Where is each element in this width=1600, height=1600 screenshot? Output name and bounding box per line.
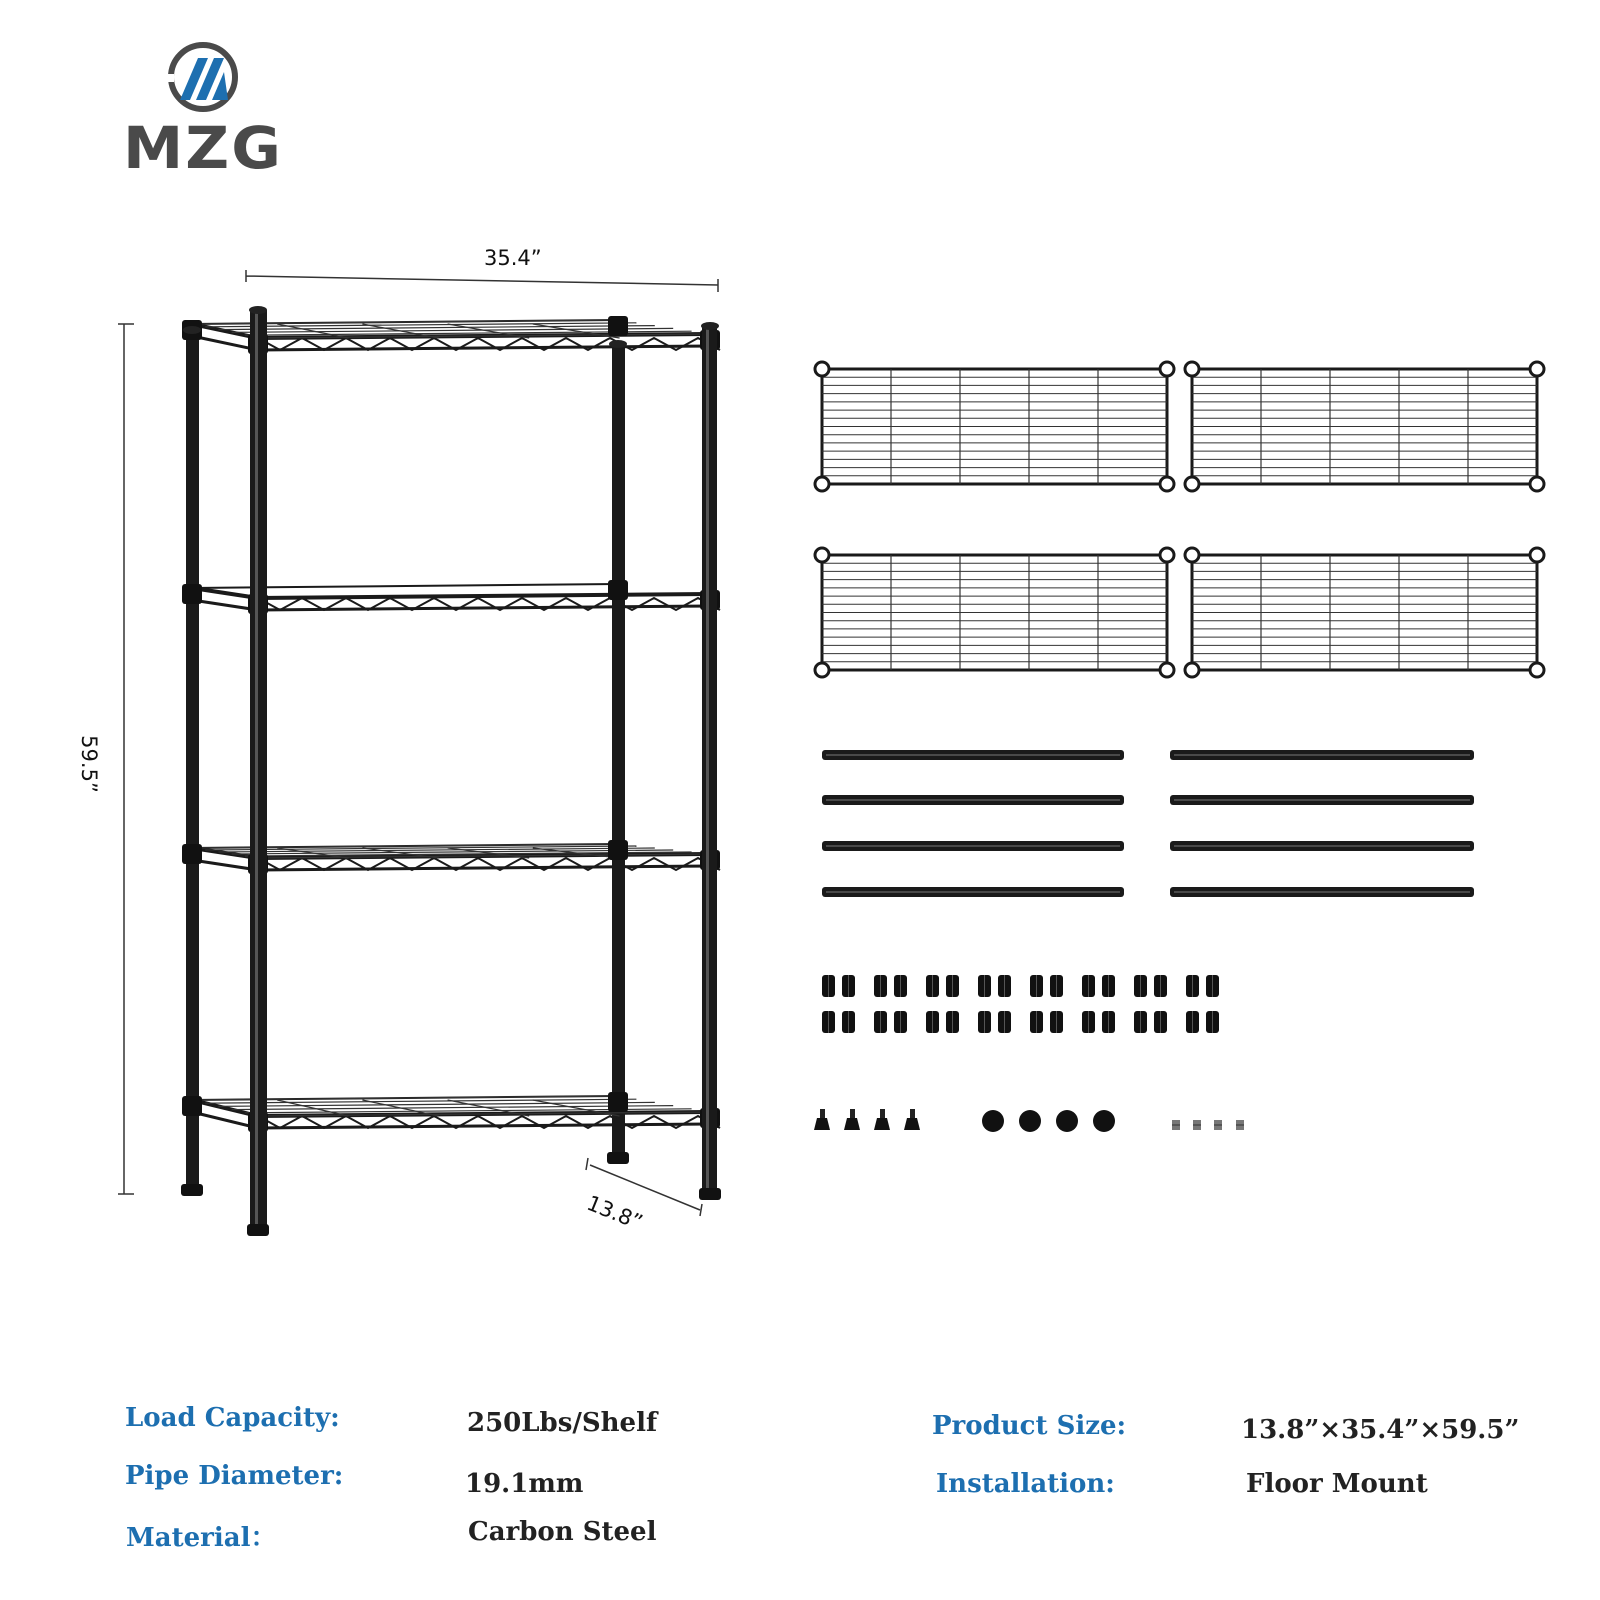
small-connectors (1172, 1120, 1244, 1130)
pole-section (822, 750, 1124, 760)
clip (1030, 975, 1043, 997)
clip (1082, 1011, 1095, 1033)
clip (1154, 1011, 1167, 1033)
pole-front-right (702, 326, 717, 1192)
small-connector (1214, 1120, 1222, 1130)
clip (946, 1011, 959, 1033)
plastic-clips (822, 975, 1219, 1033)
clip (842, 1011, 855, 1033)
clip (998, 975, 1011, 997)
brand-wordmark: MZG (123, 114, 283, 180)
clip (894, 975, 907, 997)
clip (1050, 975, 1063, 997)
clip (1050, 1011, 1063, 1033)
spec-value-pipe-diameter: 19.1mm (465, 1469, 584, 1499)
height-dimension-line (118, 324, 134, 1194)
shelf-panels (815, 362, 1544, 677)
pole-section (822, 841, 1124, 851)
spec-value-load-capacity: 250Lbs/Shelf (467, 1408, 658, 1438)
width-dimension-label: 35.4” (484, 246, 542, 270)
height-dimension-label: 59.5” (76, 735, 101, 793)
pole-cap (982, 1110, 1004, 1132)
spec-value-product-size: 13.8”×35.4”×59.5” (1241, 1415, 1520, 1445)
clip (822, 975, 835, 997)
clip (1082, 975, 1095, 997)
shelf-unit (181, 306, 721, 1236)
pole-section (822, 887, 1124, 897)
pole-back-left (186, 330, 199, 1188)
clip (1102, 975, 1115, 997)
pole-section (1170, 841, 1474, 851)
pole-cap (1056, 1110, 1078, 1132)
clip (822, 1011, 835, 1033)
pole-section (1170, 795, 1474, 805)
pole-section (822, 795, 1124, 805)
shelf-panel (815, 362, 1174, 491)
clip (1206, 975, 1219, 997)
clip (1134, 1011, 1147, 1033)
clip (894, 1011, 907, 1033)
pole-section (1170, 887, 1474, 897)
pole-cap (1093, 1110, 1115, 1132)
spec-label-pipe-diameter: Pipe Diameter: (125, 1461, 344, 1491)
pole-cap (1019, 1110, 1041, 1132)
clip (978, 1011, 991, 1033)
spec-label-installation: Installation: (936, 1469, 1115, 1499)
shelf-panel (815, 548, 1174, 677)
pole-front-left (250, 310, 267, 1228)
leveling-foot (844, 1109, 860, 1130)
leveling-foot (904, 1109, 920, 1130)
clip (874, 975, 887, 997)
clip (1030, 1011, 1043, 1033)
small-connector (1172, 1120, 1180, 1130)
leveling-foot (874, 1109, 890, 1130)
spec-label-material: Material： (126, 1523, 277, 1553)
spec-value-material: Carbon Steel (468, 1517, 657, 1547)
clip (1102, 1011, 1115, 1033)
clip (874, 1011, 887, 1033)
clip (998, 1011, 1011, 1033)
clip (1134, 975, 1147, 997)
clip (978, 975, 991, 997)
clip (1206, 1011, 1219, 1033)
leveling-feet (814, 1109, 920, 1130)
clip (946, 975, 959, 997)
clip (926, 975, 939, 997)
clip (1186, 975, 1199, 997)
clip (842, 975, 855, 997)
small-connector (1236, 1120, 1244, 1130)
depth-dimension-label: 13.8” (583, 1190, 646, 1235)
shelf-panel (1185, 548, 1544, 677)
shelf-panel (1185, 362, 1544, 491)
pole-sections (822, 750, 1474, 897)
leveling-foot (814, 1109, 830, 1130)
clip (926, 1011, 939, 1033)
clip (1186, 1011, 1199, 1033)
spec-label-load-capacity: Load Capacity: (125, 1403, 340, 1433)
pole-back-right (612, 344, 625, 1156)
pole-section (1170, 750, 1474, 760)
width-dimension-line (246, 270, 718, 292)
spec-value-installation: Floor Mount (1246, 1469, 1428, 1499)
clip (1154, 975, 1167, 997)
small-connector (1193, 1120, 1201, 1130)
spec-label-product-size: Product Size: (932, 1411, 1127, 1441)
pole-caps (982, 1110, 1115, 1132)
